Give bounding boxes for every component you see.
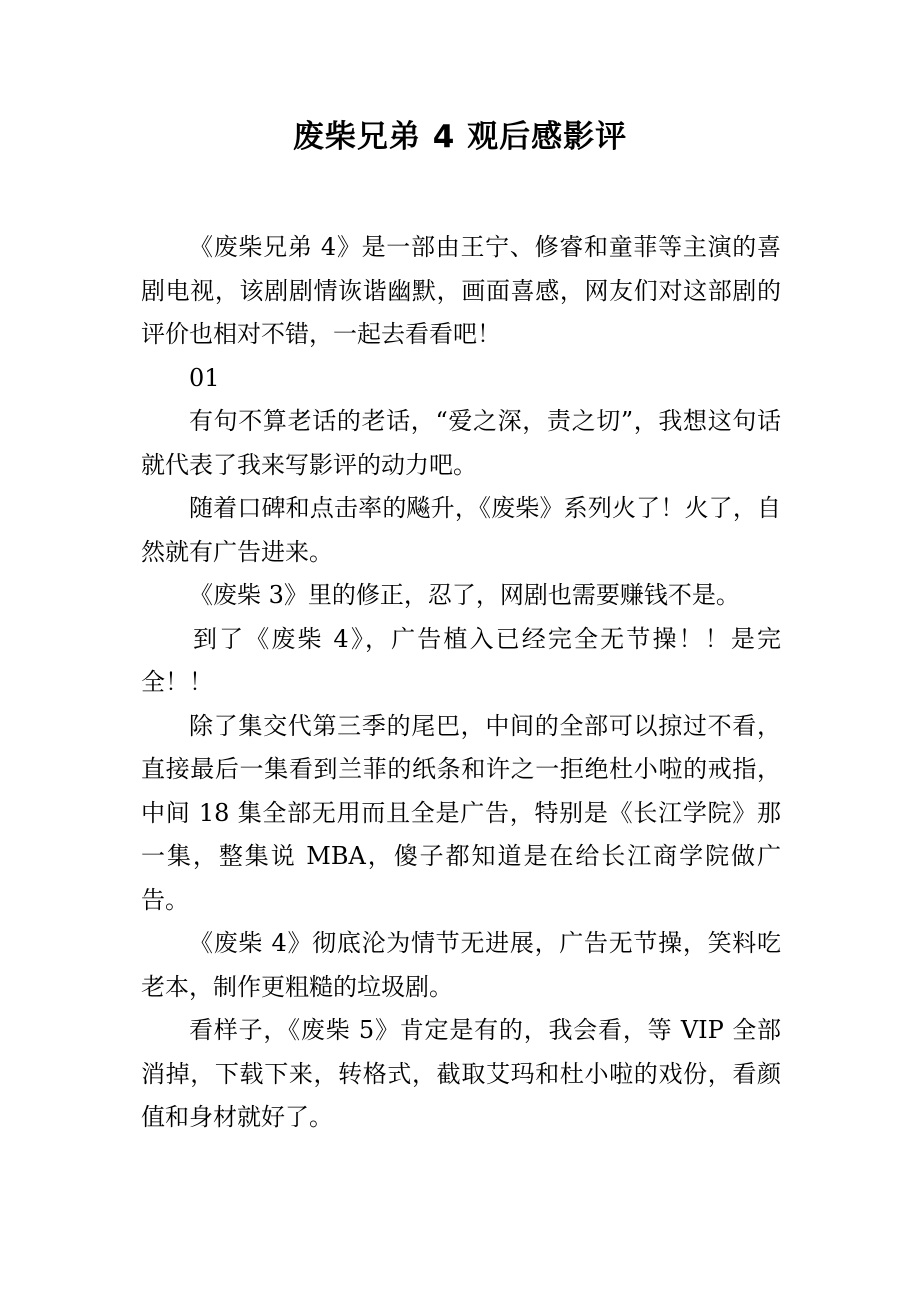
document-title: 废柴兄弟 4 观后感影评	[292, 119, 628, 155]
paragraph-motivation: 有句不算老话的老话，“爱之深，责之切”，我想这句话就代表了我来写影评的动力吧。	[141, 407, 781, 479]
paragraph-season-3: 《废柴 3》里的修正，忍了，网剧也需要赚钱不是。	[189, 581, 740, 609]
paragraph-popularity: 随着口碑和点击率的飚升，《废柴》系列火了！火了，自然就有广告进来。	[141, 494, 781, 566]
paragraph-season-4-ads: 到了《废柴 4》，广告植入已经完全无节操！！是完全！！	[141, 624, 781, 696]
paragraph-criticism: 《废柴 4》彻底沦为情节无进展，广告无节操，笑料吃老本，制作更粗糙的垃圾剧。	[141, 929, 781, 1001]
document-body	[141, 226, 781, 1140]
paragraph-episode-summary: 除了集交代第三季的尾巴，中间的全部可以掠过不看，直接最后一集看到兰菲的纸条和许之一拒绝杜小啦的戒指，中间 18 集全部无用而且全是广告，特别是《长江学院》那一集，整集说 MBA，傻子都知道是在给长江商学院做广告。	[141, 711, 781, 914]
paragraph-conclusion: 看样子，《废柴 5》肯定是有的，我会看，等 VIP 全部消掉，下载下来，转格式，截取艾玛和杜小啦的戏份，看颜值和身材就好了。	[141, 1016, 781, 1131]
paragraph-intro: 《废柴兄弟 4》是一部由王宁、修睿和童菲等主演的喜剧电视，该剧剧情诙谐幽默，画面喜感，网友们对这部剧的评价也相对不错，一起去看看吧！	[141, 233, 781, 348]
paragraph-section-number: 01	[189, 363, 220, 392]
